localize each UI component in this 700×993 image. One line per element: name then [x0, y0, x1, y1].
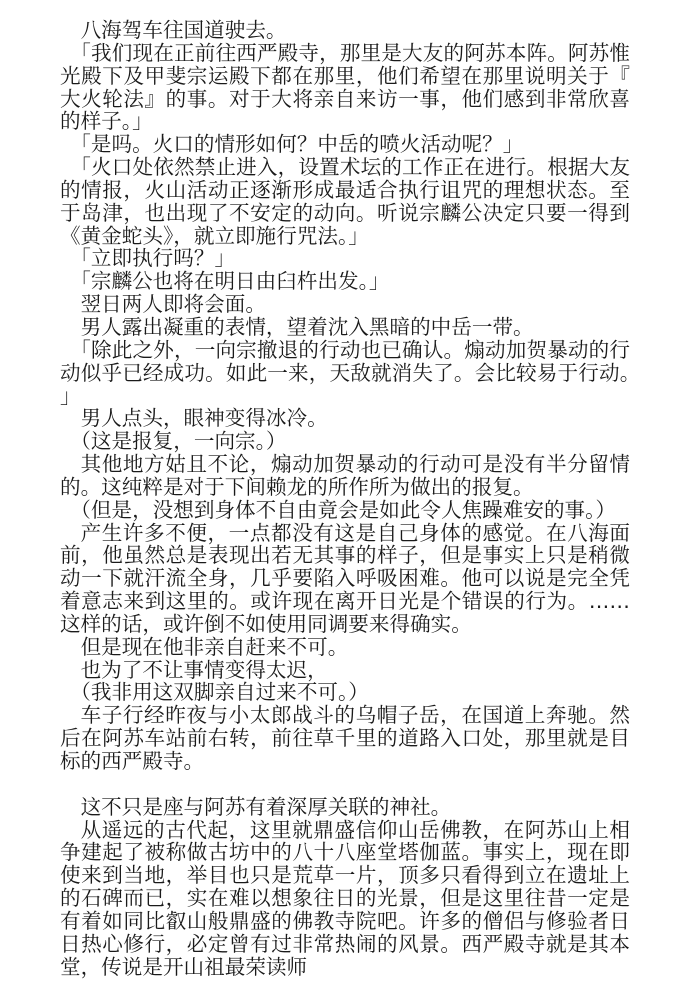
- paragraph: 八海驾车往国道驶去。: [80, 18, 287, 42]
- dialogue-paragraph: 「宗麟公也将在明日由臼杵出发。」: [70, 269, 390, 294]
- dialogue-paragraph: 「是吗。火口的情形如何？中岳的喷火活动呢？」: [70, 132, 524, 157]
- thought-paragraph: （这是报复，一向宗。）: [70, 429, 287, 454]
- dialogue-paragraph: 「火口处依然禁止进入，设置术坛的工作正在进行。根据大友的情报，火山活动正逐渐形成最适合执行诅咒的理想状态。至于岛津，也出现了不安定的动向。听说宗麟公决定只要一得到《黄金蛇头》，就立即施行咒法。」: [60, 155, 630, 248]
- dialogue-paragraph: 「立即执行吗？」: [70, 246, 236, 271]
- paragraph: 翌日两人即将会面。: [80, 292, 266, 317]
- paragraph: 这不只是座与阿苏有着深厚关联的神社。: [80, 794, 452, 819]
- thought-paragraph: （我非用这双脚亲自过来不可。）: [70, 680, 369, 705]
- paragraph: 男人点头，眼神变得冰冷。: [80, 406, 328, 431]
- paragraph: 男人露出凝重的表情，望着沈入黑暗的中岳一带。: [80, 314, 534, 339]
- paragraph: 产生许多不便，一点都没有这是自己身体的感觉。在八海面前，他虽然总是表现出若无其事的样子，但是事实上只是稍微动一下就汗流全身，几乎要陷入呼吸困难。他可以说是完全凭着意志来到这里的。或许现在离开日光是个错误的行为。……这样的话，或许倒不如使用同调要来得确实。: [60, 520, 630, 636]
- dialogue-paragraph: 「除此之外，一向宗撤退的行动也已确认。煽动加贺暴动的行动似乎已经成功。如此一来，天敌就消失了。会比较易于行动。」: [60, 337, 630, 408]
- paragraph: 但是现在他非亲自赶来不可。: [80, 634, 349, 659]
- paragraph: 车子行经昨夜与小太郎战斗的乌帽子岳，在国道上奔驰。然后在阿苏车站前右转，前往草千里的道路入口处，那里就是目标的西严殿寺。: [60, 703, 630, 773]
- dialogue-paragraph: 「我们现在正前往西严殿寺，那里是大友的阿苏本阵。阿苏惟光殿下及甲斐宗运殿下都在那里，他们希望在那里说明关于『大火轮法』的事。对于大将亲自来访一事，他们感到非常欣喜的样子。」: [60, 40, 630, 134]
- paragraph: 从遥远的古代起，这里就鼎盛信仰山岳佛教，在阿苏山上相争建起了被称做古坊中的八十八座堂塔伽蓝。事实上，现在即使来到当地，举目也只是荒草一片，顶多只看得到立在遗址上的石碑而已，实在难以想象往日的光景，但是这里往昔一定是有着如同比叡山般鼎盛的佛教寺院吧。许多的僧侣与修验者日日热心修行，必定曾有过非常热闹的风景。西严殿寺就是其本堂，传说是开山祖最荣读师: [60, 817, 630, 979]
- thought-paragraph: （但是，没想到身体不自由竟会是如此令人焦躁难安的事。）: [70, 497, 617, 522]
- paragraph: 其他地方姑且不论，煽动加贺暴动的行动可是没有半分留情的。这纯粹是对于下间赖龙的所作所为做出的报复。: [60, 452, 630, 499]
- document-page: [60, 19, 630, 978]
- paragraph: 也为了不让事情变得太迟，: [80, 657, 328, 682]
- section-break: [60, 773, 630, 796]
